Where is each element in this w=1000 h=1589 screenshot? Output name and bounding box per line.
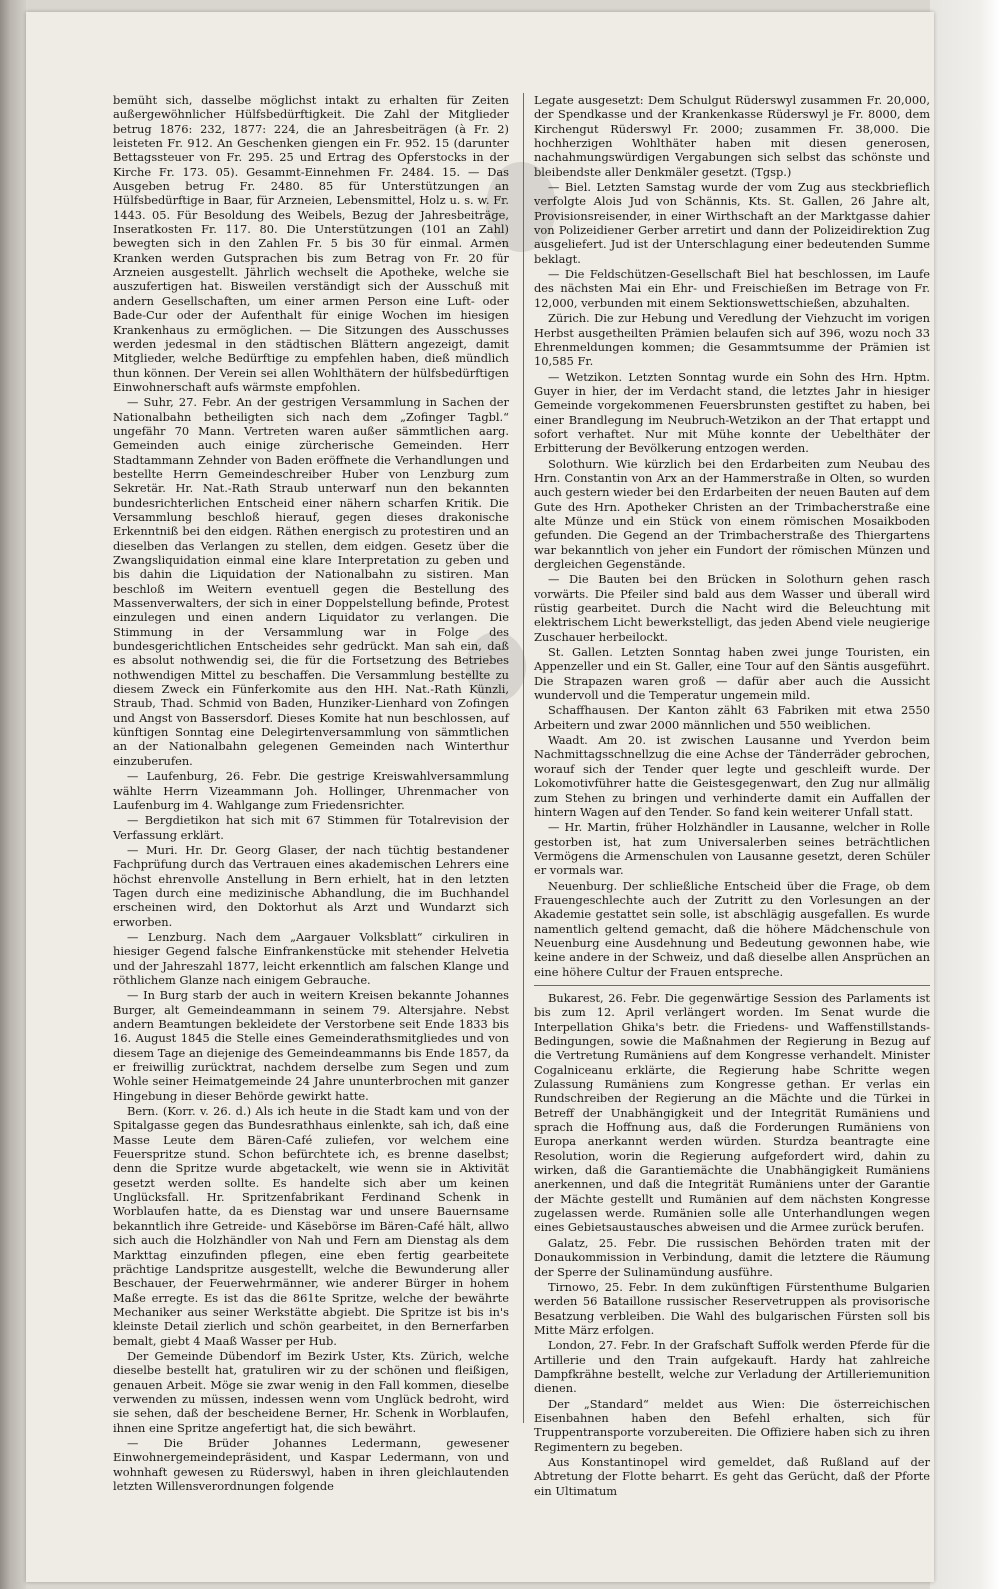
article-tirnowo: Tirnowo, 25. Febr. In dem zukünftigen Fürstenthume Bulgarien werden 56 Bataillone russischer Reservetruppen als provisorische Besatzung verbleiben. Die Wahl des bulgarischen Fürsten soll bis Mitte März erfolgen. (534, 1279, 930, 1337)
article-bergdietikon: — Bergdietikon hat sich mit 67 Stimmen für Totalrevision der Verfassung erklärt. (113, 813, 509, 842)
scan-left-edge (0, 0, 26, 1589)
article-london: London, 27. Febr. In der Grafschaft Suffolk werden Pferde für die Artillerie und den Train aufgekauft. Hardy hat zahlreiche Dampfkrähne bestellt, welche zur Verladung der Artilleriemunition dienen. (534, 1338, 930, 1396)
article-muri: — Muri. Hr. Dr. Georg Glaser, der nach tüchtig bestandener Fachprüfung durch das Vertrauen eines akademischen Lehrers eine höchst ehrenvolle Anstellung in Bern erhielt, hat in den letzten Tagen durch eine medizinische Abhandlung, die im Buchhandel erscheinen wird, den Doktorhut als Arzt und Wundarzt sich erworben. (113, 842, 509, 929)
left-column (113, 93, 509, 1494)
article-suhr: — Suhr, 27. Febr. An der gestrigen Versammlung in Sachen der Nationalbahn betheiligten sich nach dem „Zofinger Tagbl.“ ungefähr 70 Mann. Vertreten waren außer sämmtlichen aarg. Gemeinden auch einige zürcherische Gemeinden. Herr Stadtammann Zehnder von Baden eröffnete die Verhandlungen und bestellte Herrn Gemeindeschreiber Huber von Lenzburg zum Sekretär. Hr. Nat.-Rath Straub unterwarf nun den bekannten bundesrichterlichen Entscheid einer nähern scharfen Kritik. Die Versammlung beschloß hierauf, gegen dieses drakonische Erkenntniß bei den eidgen. Räthen energisch zu protestiren und an dieselben das Verlangen zu stellen, dem eidgen. Gesetz über die Zwangsliquidation einmal eine klare Interpretation zu geben und bis dahin die Liquidation der Nationalbahn zu sistiren. Man beschloß im Weitern eventuell gegen die Bestellung des Massenverwalters, der sich in einer Doppelstellung befinde, Protest einzulegen und einen andern Liquidator zu verlangen. Die Stimmung in der Versammlung war in Folge des bundesgerichtlichen Entscheides sehr gedrückt. Man sah ein, daß es absolut nothwendig sei, die für die Fortsetzung des Betriebes nothwendigen Mittel zu beschaffen. Die Versammlung bestellte zu diesem Zweck ein Fünferkomite aus den HH. Nat.-Rath Künzli, Straub, Thad. Schmid von Baden, Hunziker-Lienhard von Zofingen und Angst von Bassersdorf. Dieses Komite hat nun beschlossen, auf künftigen Sonntag eine Delegirtenversammlung von sämmtlichen an der Nationalbahn gelegenen Gemeinden nach Winterthur einzuberufen. (113, 395, 509, 768)
article-laufenburg: — Laufenburg, 26. Febr. Die gestrige Kreiswahlversammlung wählte Herrn Vizeammann Joh. Hollinger, Uhrenmacher von Laufenburg im 4. Wahlgange zum Friedensrichter. (113, 769, 509, 812)
article-solothurn: Solothurn. Wie kürzlich bei den Erdarbeiten zum Neubau des Hrn. Constantin von Arx an der Hammerstraße in Olten, so wurden auch gestern wieder bei den Erdarbeiten der neuen Bauten auf dem Gute des Hrn. Apotheker Christen an der Trimbacherstraße eine alte Münze und ein Stück von einem römischen Mosaikboden gefunden. Die Gegend an der Trimbacherstraße des Thiergartens war bekanntlich von jeher ein Fundort der römischen Münzen und dergleichen Gegenstände. (534, 456, 930, 571)
right-column (534, 93, 930, 1499)
article-burg: — In Burg starb der auch in weitern Kreisen bekannte Johannes Burger, alt Gemeindeammann in seinem 79. Altersjahre. Nebst andern Beamtungen bekleidete der Verstorbene seit Ende 1833 bis 16. August 1845 die Stelle eines Gemeinderathsmitgliedes und von diesem Tage an diejenige des Gemeindeammanns bis Ende 1857, da er freiwillig zurücktrat, nachdem derselbe zum Segen und zum Wohle seiner Heimatgemeinde 24 Jahre ununterbrochen mit ganzer Hingebung in dieser Behörde gewirkt hatte. (113, 988, 509, 1103)
article-biel-feldschuetzen: — Die Feldschützen-Gesellschaft Biel hat beschlossen, im Laufe des nächsten Mai ein Ehr- und Freischießen im Betrage von Fr. 12,000, verbunden mit einem Sektionswettschießen, abzuhalten. (534, 267, 930, 310)
article-zuerich: Zürich. Die zur Hebung und Veredlung der Viehzucht im vorigen Herbst ausgetheilten Prämien belaufen sich auf 396, wozu noch 33 Ehrenmeldungen kommen; die Gesammtsumme der Prämien ist 10,585 Fr. (534, 311, 930, 369)
article-ledermann: — Die Brüder Johannes Ledermann, gewesener Einwohnergemeindepräsident, und Kaspar Ledermann, von und wohnhaft gewesen zu Rüderswyl, haben in ihren gleichlautenden letzten Willensverordnungen folgende (113, 1435, 509, 1493)
article-konstantinopel: Aus Konstantinopel wird gemeldet, daß Rußland auf der Abtretung der Flotte beharrt. Es geht das Gerücht, daß der Pforte ein Ultimatum (534, 1454, 930, 1498)
article-schaffhausen: Schaffhausen. Der Kanton zählt 63 Fabriken mit etwa 2550 Arbeitern und zwar 2000 männlichen und 550 weiblichen. (534, 703, 930, 732)
article-duebendorf: Der Gemeinde Dübendorf im Bezirk Uster, Kts. Zürich, welche dieselbe bestellt hat, gratuliren wir zu der schönen und fleißigen, genauen Arbeit. Möge sie zwar wenig in den Fall kommen, dieselbe verwenden zu müssen, indessen wenn vom Unglück bedroht, wird sie sehen, daß der bescheidene Berner, Hr. Schenk in Worblaufen, ihnen eine Spritze angefertigt hat, die sich bewährt. (113, 1348, 509, 1435)
article-paragraph: bemüht sich, dasselbe möglichst intakt zu erhalten für Zeiten außergewöhnlicher Hülfsbedürftigkeit. Die Zahl der Mitglieder betrug 1876: 232, 1877: 224, die an Jahresbeiträgen (à Fr. 2) leisteten Fr. 912. An Geschenken giengen ein Fr. 952. 15 (darunter Bettagssteuer von Fr. 295. 25 und Ertrag des Opferstocks in der Kirche Fr. 173. 05). Gesammt-Einnehmen Fr. 2484. 15. — Das Ausgeben betrug Fr. 2480. 85 für Unterstützungen an Hülfsbedürftige in Baar, für Arzneien, Lebensmittel, Holz u. s. w. Fr. 1443. 05. Für Besoldung des Weibels, Bezug der Jahresbeiträge, Inseratkosten Fr. 117. 80. Die Unterstützungen (101 an Zahl) bewegten sich in den Zahlen Fr. 5 bis 30 für einmal. Armen Kranken werden Gutsprachen bis zum Betrag von Fr. 20 für Arzneien ausgestellt. Jährlich wechselt die Apotheke, welche sie auszufertigen hat. Bisweilen verständigt sich der Ausschuß mit andern Gesellschaften, um einer armen Person eine Luft- oder Bade-Cur oder der Aufenthalt für einige Wochen im hiesigen Krankenhaus zu ermöglichen. — Die Sitzungen des Ausschusses werden jedesmal in den städtischen Blättern angezeigt, damit Mitglieder, welche Bedürftige zu empfehlen haben, dieß mündlich thun können. Der Verein sei allen Wohlthätern der hülfsbedürftigen Einwohnerschaft aufs wärmste empfohlen. (113, 93, 509, 394)
scan-right-edge (930, 0, 1000, 1589)
article-martin: — Hr. Martin, früher Holzhändler in Lausanne, welcher in Rolle gestorben ist, hat zum Universalerben seines beträchtlichen Vermögens die Armenschulen von Lausanne gesetzt, deren Schüler er vormals war. (534, 820, 930, 878)
article-biel: — Biel. Letzten Samstag wurde der vom Zug aus steckbrieflich verfolgte Alois Jud von Schännis, Kts. St. Gallen, 26 Jahre alt, Provisionsreisender, in einer Wirthschaft an der Marktgasse dahier von Polizeidiener Gerber arretirt und dann der Polizeidirektion Zug ausgeliefert. Jud ist der Unterschlagung einer bedeutenden Summe beklagt. (534, 180, 930, 266)
article-st-gallen: St. Gallen. Letzten Sonntag haben zwei junge Touristen, ein Appenzeller und ein St. Galler, eine Tour auf den Säntis ausgeführt. Die Strapazen waren groß — dafür aber auch die Aussicht wundervoll und die Temperatur ungemein mild. (534, 645, 930, 703)
article-bern: Bern. (Korr. v. 26. d.) Als ich heute in die Stadt kam und von der Spitalgasse gegen das Bundesrathhaus einlenkte, sah ich, daß eine Masse Leute dem Bären-Café zuliefen, vor welchem eine Feuerspritze stund. Schon befürchtete ich, es brenne daselbst; denn die Spritze wurde abgetackelt, wie wenn sie in Aktivität gesetzt werden sollte. Es handelte sich aber um keinen Unglücksfall. Hr. Spritzenfabrikant Ferdinand Schenk in Worblaufen hatte, da es Dienstag war und unsere Bauernsame bekanntlich ihre Getreide- und Käsebörse im Bären-Café hält, allwo sich auch die Holzhändler von Nah und Fern am Dienstag als dem Markttag einzufinden pflegen, eine eben fertig gearbeitete prächtige Landspritze ausgestellt, welche die Bewunderung aller Beschauer, der Feuerwehrmänner, wie anderer Bürger in hohem Maße erregte. Es ist das die 861te Spritze, welche der bewährte Mechaniker aus seiner Werkstätte abgiebt. Die Spritze ist bis in's kleinste Detail zierlich und schön gearbeitet, in den Bernerfarben bemalt, giebt 4 Maaß Wasser per Hub. (113, 1104, 509, 1348)
article-bukarest: Bukarest, 26. Febr. Die gegenwärtige Session des Parlaments ist bis zum 12. April verlängert worden. Im Senat wurde die Interpellation Ghika's betr. die Friedens- und Waffenstillstands-Bedingungen, sowie die Maßnahmen der Regierung in Bezug auf die Vertretung Rumäniens auf dem Kongresse verhandelt. Minister Cogalniceanu erklärte, die Regierung habe Schritte wegen Zulassung Rumäniens zum Kongresse gethan. Er verlas ein Rundschreiben der Regierung an die Mächte und die Türkei in Betreff der Unabhängigkeit und der Integrität Rumäniens und sprach die Hoffnung aus, daß die Forderungen Rumäniens von Europa anerkannt werden würden. Sturdza beantragte eine Resolution, worin die Regierung aufgefordert wird, dahin zu wirken, daß die Garantiemächte die Unabhängigkeit Rumäniens anerkennen, und daß die Integrität Rumäniens unter der Garantie der Mächte gestellt und Rumänien auf dem nächsten Kongresse zugelassen werde. Rumänien solle alle Unterhandlungen wegen eines Gebietsaustausches abweisen und die Armee zurück berufen. (534, 990, 930, 1235)
article-lenzburg: — Lenzburg. Nach dem „Aargauer Volksblatt“ cirkuliren in hiesiger Gegend falsche Einfrankenstücke mit stehender Helvetia und der Jahreszahl 1877, leicht erkenntlich am falschen Klange und röthlichem Glanze nach einigem Gebrauche. (113, 929, 509, 987)
section-separator (534, 985, 930, 986)
article-standard: Der „Standard“ meldet aus Wien: Die österreichischen Eisenbahnen haben den Befehl erhalten, sich für Truppentransporte vorzubereiten. Die Offiziere haben sich zu ihren Regimentern zu begeben. (534, 1396, 930, 1454)
article-legate: Legate ausgesetzt: Dem Schulgut Rüderswyl zusammen Fr. 20,000, der Spendkasse und der Krankenkasse Rüderswyl je Fr. 8000, dem Kirchengut Rüderswyl Fr. 2000; zusammen Fr. 38,000. Die hochherzigen Wohlthäter haben mit diesen generosen, nachahmungswürdigen Vergabungen sich selbst das schönste und bleibendste aller Denkmäler gesetzt. (Tgsp.) (534, 93, 930, 179)
article-waadt: Waadt. Am 20. ist zwischen Lausanne und Yverdon beim Nachmittagsschnellzug die eine Achse der Tänderräder gebrochen, worauf sich der Tender quer legte und geschleift wurde. Der Lokomotivführer hatte die Geistesgegenwart, den Zug nur allmälig zum Stehen zu bringen und verhinderte damit ein Auffallen der hintern Wagen auf den Tender. So fand kein weiterer Unfall statt. (534, 733, 930, 819)
article-solothurn-bruecken: — Die Bauten bei den Brücken in Solothurn gehen rasch vorwärts. Die Pfeiler sind bald aus dem Wasser und überall wird rüstig gearbeitet. Durch die Nacht wird die Beleuchtung mit elektrischem Licht bewerkstelligt, das jeden Abend viele neugierige Zuschauer herbeilockt. (534, 572, 930, 644)
column-divider (523, 93, 524, 1423)
article-galatz: Galatz, 25. Febr. Die russischen Behörden traten mit der Donaukommission in Verbindung, damit die letztere die Räumung der Sperre der Sulinamündung ausführe. (534, 1235, 930, 1279)
article-neuenburg: Neuenburg. Der schließliche Entscheid über die Frage, ob dem Frauengeschlechte auch der Zutritt zu den Vorlesungen an der Akademie gestattet sein solle, ist abschlägig ausgefallen. Es wurde namentlich geltend gemacht, daß die höhere Mädchenschule von Neuenburg eine Ausdehnung und Bedeutung gewonnen habe, wie keine andere in der Schweiz, und daß dieselbe allen Ansprüchen an eine höhere Cultur der Frauen entspreche. (534, 878, 930, 979)
article-wetzikon: — Wetzikon. Letzten Sonntag wurde ein Sohn des Hrn. Hptm. Guyer in hier, der im Verdacht stand, die letztes Jahr in hiesiger Gemeinde vorgekommenen Feuersbrunsten gestiftet zu haben, bei einer Brandlegung im Neubruch-Wetzikon an der That ertappt und sofort verhaftet. Nur mit Mühe konnte der Uebelthäter der Erbitterung der Bevölkerung entzogen werden. (534, 369, 930, 456)
